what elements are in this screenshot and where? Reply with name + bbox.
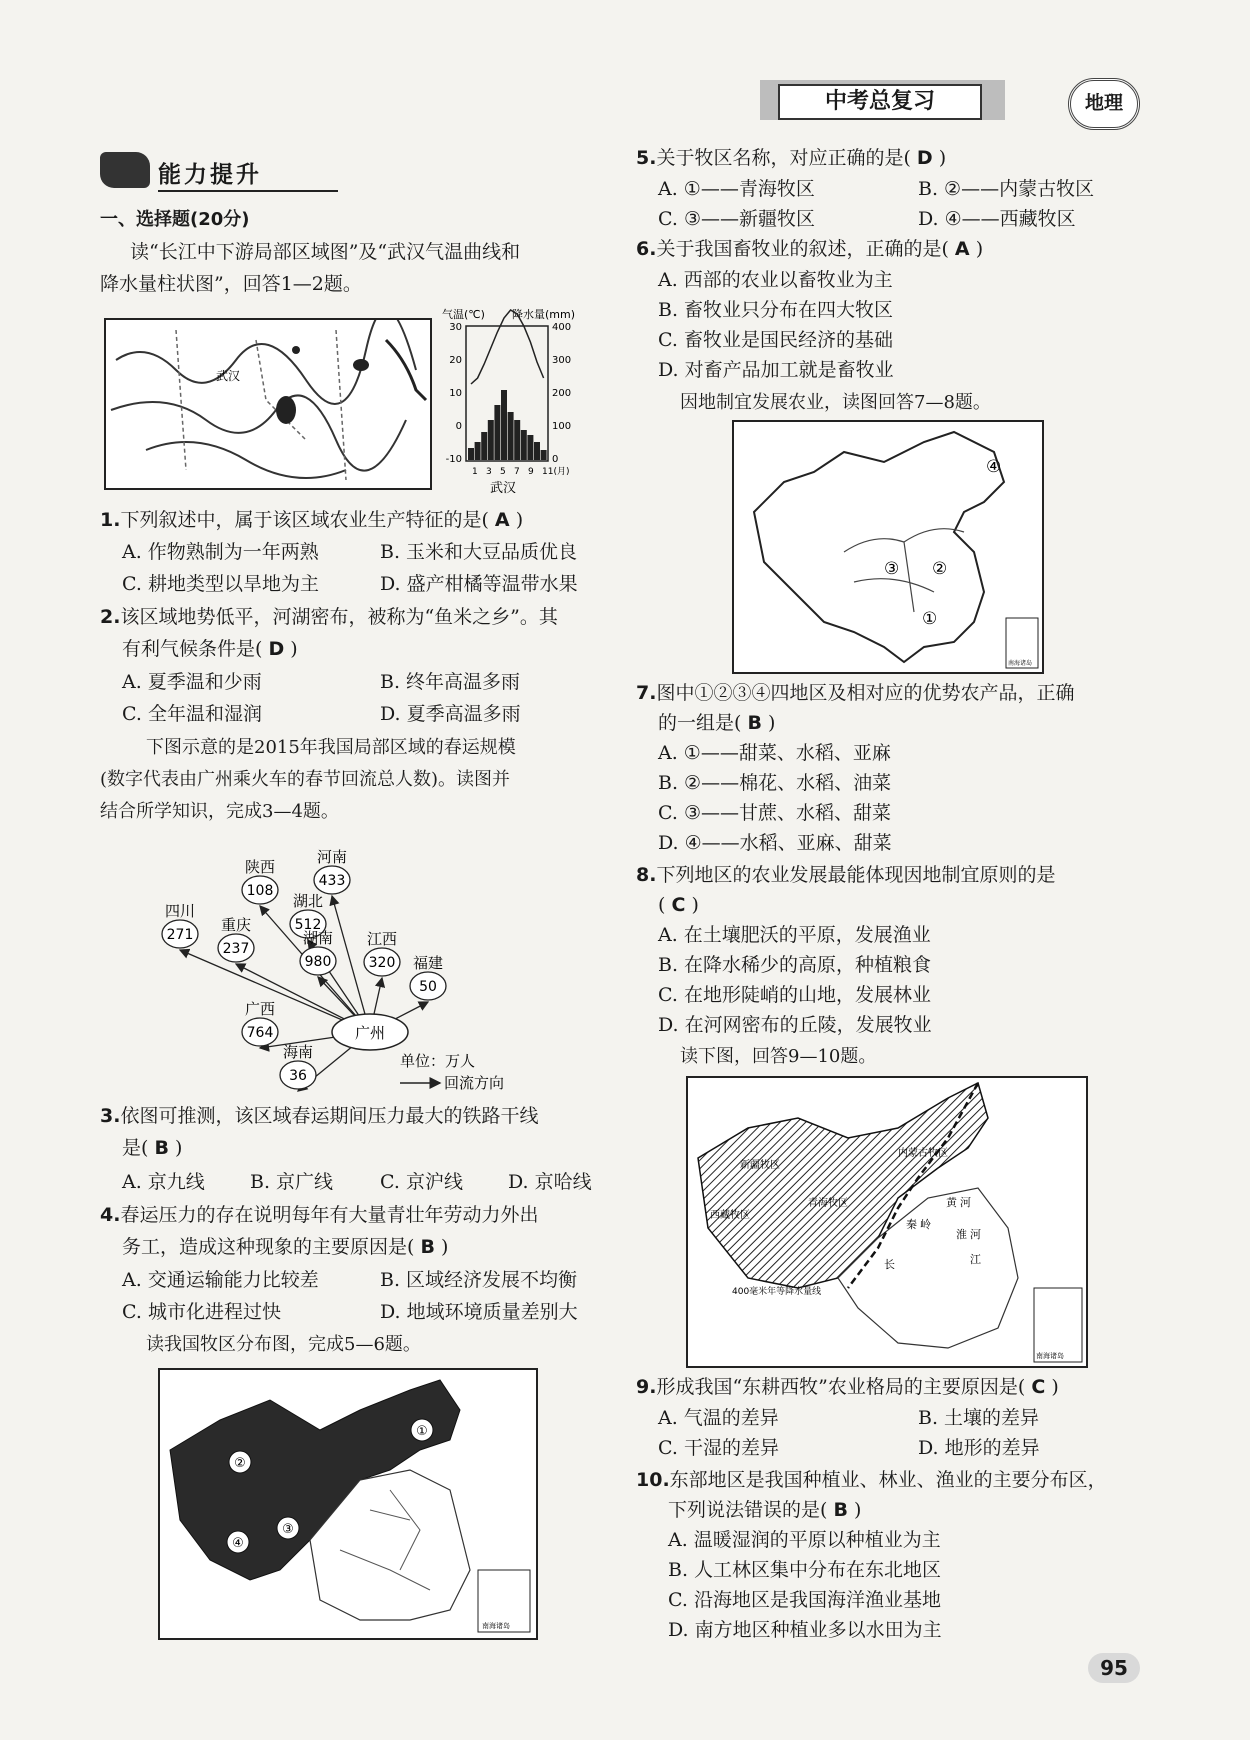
- pasture-inset-label: 南海诸岛: [482, 1622, 510, 1630]
- agricultural-region-map: [732, 420, 1044, 674]
- province-name: 陕西: [244, 858, 276, 876]
- province-name: 四川: [164, 902, 196, 920]
- province-value: 237: [222, 941, 250, 957]
- section-title-text: 能力提升: [158, 162, 262, 188]
- region-label-3: ③: [884, 559, 900, 579]
- q1-option-d: D. 盛产柑橘等温带水果: [380, 573, 578, 595]
- province-value: 108: [246, 883, 274, 899]
- precip-bar: [475, 442, 481, 460]
- intro2-line1: 下图示意的是2015年我国局部区域的春运规模: [146, 737, 516, 758]
- province-value: 36: [289, 1068, 307, 1084]
- agri-label-huai: 淮: [956, 1228, 967, 1241]
- yangtze-map-svg: [106, 320, 430, 488]
- q9-option-b: B. 土壤的差异: [918, 1407, 1040, 1429]
- section-underline: [158, 190, 338, 192]
- precip-bar: [541, 450, 547, 460]
- precip-tick: 300: [552, 355, 572, 366]
- q4-option-c: C. 城市化进程过快: [122, 1301, 281, 1323]
- precip-line-label: 400毫米年等降水量线: [732, 1287, 822, 1297]
- q7-answer: B: [747, 712, 762, 734]
- q5-option-d: D. ④——西藏牧区: [918, 208, 1076, 230]
- q7-option-a: A. ①——甜菜、水稻、亚麻: [658, 742, 891, 764]
- precip-bar: [508, 412, 514, 460]
- agri-label-jiang: 江: [970, 1253, 981, 1266]
- q1-option-a: A. 作物熟制为一年两熟: [122, 541, 319, 563]
- q3-answer: B: [154, 1137, 169, 1159]
- province-name: 广西: [244, 1000, 276, 1018]
- agri-map-svg: [688, 1078, 1086, 1366]
- q6-option-b: B. 畜牧业只分布在四大牧区: [658, 299, 894, 321]
- precip-tick: 0: [552, 454, 559, 465]
- intro5: 读下图，回答9—10题。: [680, 1046, 877, 1067]
- q4-option-d: D. 地域环境质量差别大: [380, 1301, 578, 1323]
- agri-label-huang: 黄: [946, 1196, 957, 1209]
- precip-bar: [527, 435, 533, 460]
- province-value: 320: [368, 955, 396, 971]
- q4-option-b: B. 区域经济发展不均衡: [380, 1269, 578, 1291]
- q3-stem-line1: 3.依图可推测，该区域春运期间压力最大的铁路干线: [100, 1105, 539, 1127]
- q10-option-c: C. 沿海地区是我国海洋渔业基地: [668, 1589, 941, 1611]
- q9-option-a: A. 气温的差异: [658, 1407, 779, 1429]
- q8-stem-line2: ( C ): [658, 894, 699, 916]
- q10-stem-line1: 10.东部地区是我国种植业、林业、渔业的主要分布区，: [636, 1469, 1107, 1491]
- pasture-map: [158, 1368, 538, 1640]
- subject-badge: 地理: [1068, 78, 1140, 130]
- month-tick: 7: [514, 467, 520, 477]
- month-tick: 11(月): [542, 467, 570, 477]
- q4-stem-line2: 务工，造成这种现象的主要原因是( B ): [122, 1236, 449, 1258]
- migration-svg: [160, 828, 580, 1098]
- page-number: 95: [1088, 1653, 1140, 1683]
- pasture-label-2: ②: [234, 1456, 246, 1471]
- region-inset-label: 南海诸岛: [1008, 660, 1033, 667]
- agri-label-qin: 秦: [906, 1218, 917, 1231]
- q9-stem: 9.形成我国“东耕西牧”农业格局的主要原因是( C ): [636, 1376, 1059, 1398]
- q3-option-b: B. 京广线: [250, 1171, 334, 1193]
- q6-stem: 6.关于我国畜牧业的叙述，正确的是( A ): [636, 238, 984, 260]
- section-heading: [100, 150, 340, 192]
- q2-option-b: B. 终年高温多雨: [380, 671, 521, 693]
- q4-option-a: A. 交通运输能力比较差: [122, 1269, 319, 1291]
- province-value: 433: [318, 873, 346, 889]
- pasture-label-1: ①: [416, 1424, 428, 1439]
- intro4: 因地制宜发展农业，读图回答7—8题。: [680, 392, 991, 413]
- header-title: 中考总复习: [778, 84, 982, 120]
- temperature-curve: [471, 310, 544, 384]
- yangtze-region-map: [104, 318, 432, 490]
- q2-option-d: D. 夏季高温多雨: [380, 703, 521, 725]
- province-name: 海南: [282, 1043, 314, 1061]
- region-label-2: ②: [932, 559, 948, 579]
- q3-stem-line2: 是( B ): [122, 1137, 183, 1159]
- q7-stem-line2: 的一组是( B ): [658, 712, 776, 734]
- east-farm-west-pasture-map: [686, 1076, 1088, 1368]
- q6-option-a: A. 西部的农业以畜牧业为主: [658, 269, 893, 291]
- q10-option-a: A. 温暖湿润的平原以种植业为主: [668, 1529, 941, 1551]
- agri-label-xizang: 西藏牧区: [710, 1210, 750, 1221]
- q6-answer: A: [954, 238, 970, 260]
- month-tick: 1: [472, 467, 478, 477]
- q4-answer: B: [420, 1236, 435, 1258]
- migration-diagram: [160, 828, 580, 1098]
- q9-option-d: D. 地形的差异: [918, 1437, 1040, 1459]
- wuhan-map-label: 武汉: [216, 369, 241, 383]
- book-icon: [100, 152, 150, 188]
- intro2-line3: 结合所学知识，完成3—4题。: [100, 801, 339, 822]
- province-value: 271: [166, 927, 194, 943]
- precip-bar: [481, 432, 487, 460]
- precip-axis-label: 降水量(mm): [512, 308, 576, 321]
- pasture-map-svg: [160, 1370, 536, 1638]
- temp-tick: -10: [445, 454, 462, 465]
- q1-answer: A: [494, 509, 510, 531]
- q6-option-c: C. 畜牧业是国民经济的基础: [658, 329, 893, 351]
- province-name: 重庆: [220, 916, 252, 934]
- region-label-1: ①: [922, 609, 938, 629]
- agri-label-qinghai: 青海牧区: [808, 1198, 848, 1209]
- q8-option-b: B. 在降水稀少的高原，种植粮食: [658, 954, 932, 976]
- agri-label-xinjiang: 新疆牧区: [740, 1160, 780, 1171]
- q3-option-a: A. 京九线: [122, 1171, 205, 1193]
- province-value: 512: [294, 917, 322, 933]
- province-value: 764: [246, 1025, 274, 1041]
- q8-option-d: D. 在河网密布的丘陵，发展牧业: [658, 1014, 932, 1036]
- q7-stem-line1: 7.图中①②③④四地区及相对应的优势农产品，正确: [636, 682, 1075, 704]
- agri-label-neimenggu: 内蒙古牧区: [898, 1148, 948, 1159]
- precip-bar: [514, 420, 520, 460]
- precip-tick: 200: [552, 388, 572, 399]
- province-value: 980: [304, 954, 332, 970]
- intro2-line2: (数字代表由广州乘火车的春节回流总人数)。读图并: [100, 769, 511, 790]
- precip-bar: [494, 405, 500, 460]
- pasture-label-4: ④: [232, 1536, 244, 1551]
- q8-stem-line1: 8.下列地区的农业发展最能体现因地制宜原则的是: [636, 864, 1056, 886]
- q6-option-d: D. 对畜产品加工就是畜牧业: [658, 359, 894, 381]
- intro3: 读我国牧区分布图，完成5—6题。: [146, 1334, 421, 1355]
- q3-option-d: D. 京哈线: [508, 1171, 592, 1193]
- q7-option-d: D. ④——水稻、亚麻、甜菜: [658, 832, 892, 854]
- temp-tick: 10: [449, 388, 462, 399]
- agri-label-he1: 河: [960, 1196, 971, 1209]
- intro1-line1: 读“长江中下游局部区域图”及“武汉气温曲线和: [130, 241, 521, 263]
- precip-bar: [534, 442, 540, 460]
- climate-city-label: 武汉: [490, 481, 517, 496]
- temp-tick: 20: [449, 355, 462, 366]
- q1-option-c: C. 耕地类型以旱地为主: [122, 573, 319, 595]
- legend-label: 回流方向: [444, 1074, 505, 1092]
- q8-option-c: C. 在地形陡峭的山地，发展林业: [658, 984, 931, 1006]
- month-tick: 9: [528, 467, 534, 477]
- unit-label: 单位：万人: [400, 1052, 476, 1070]
- province-name: 江西: [366, 930, 398, 948]
- temp-axis-label: 气温(℃): [442, 308, 485, 321]
- q5-option-b: B. ②——内蒙古牧区: [918, 178, 1095, 200]
- precip-tick: 400: [552, 322, 572, 333]
- climate-chart-svg: [438, 306, 588, 496]
- province-name: 湖南: [302, 929, 334, 947]
- precip-bar: [501, 390, 507, 460]
- pasture-label-3: ③: [282, 1522, 294, 1537]
- q5-stem: 5.关于牧区名称，对应正确的是( D ): [636, 147, 947, 169]
- province-name: 湖北: [292, 892, 324, 910]
- q9-option-c: C. 干湿的差异: [658, 1437, 779, 1459]
- q5-option-c: C. ③——新疆牧区: [658, 208, 815, 230]
- q8-option-a: A. 在土壤肥沃的平原，发展渔业: [658, 924, 931, 946]
- intro1-line2: 降水量柱状图”，回答1—2题。: [100, 273, 362, 295]
- region-map-svg: [734, 422, 1042, 672]
- month-tick: 3: [486, 467, 492, 477]
- q7-option-b: B. ②——棉花、水稻、油菜: [658, 772, 892, 794]
- province-value: 50: [419, 979, 437, 995]
- q2-option-c: C. 全年温和湿润: [122, 703, 262, 725]
- agri-inset-label: 南海诸岛: [1036, 1352, 1064, 1360]
- q3-option-c: C. 京沪线: [380, 1171, 463, 1193]
- agri-label-he2: 河: [970, 1228, 981, 1241]
- province-name: 河南: [316, 848, 348, 866]
- q1-option-b: B. 玉米和大豆品质优良: [380, 541, 578, 563]
- q7-option-c: C. ③——甘蔗、水稻、甜菜: [658, 802, 891, 824]
- q10-option-b: B. 人工林区集中分布在东北地区: [668, 1559, 942, 1581]
- agri-label-ling: 岭: [920, 1218, 931, 1231]
- climate-chart: [438, 306, 588, 496]
- month-tick: 5: [500, 467, 506, 477]
- agri-label-chang: 长: [884, 1258, 895, 1271]
- precip-bar: [468, 448, 474, 460]
- precip-bar: [521, 430, 527, 460]
- q10-answer: B: [833, 1499, 848, 1521]
- province-name: 福建: [412, 954, 444, 972]
- q9-answer: C: [1031, 1376, 1046, 1398]
- q1-stem: 1.下列叙述中，属于该区域农业生产特征的是( A ): [100, 509, 524, 531]
- q2-option-a: A. 夏季温和少雨: [122, 671, 262, 693]
- q5-answer: D: [916, 147, 933, 169]
- temp-tick: 0: [455, 421, 462, 432]
- guangzhou-label: 广州: [354, 1024, 386, 1042]
- q10-option-d: D. 南方地区种植业多以水田为主: [668, 1619, 942, 1641]
- q5-option-a: A. ①——青海牧区: [658, 178, 815, 200]
- region-label-4: ④: [986, 457, 1002, 477]
- q2-stem-line1: 2.该区域地势低平，河湖密布，被称为“鱼米之乡”。其: [100, 606, 558, 628]
- q2-answer: D: [268, 638, 285, 660]
- q4-stem-line1: 4.春运压力的存在说明每年有大量青壮年劳动力外出: [100, 1204, 539, 1226]
- precip-bar: [488, 420, 494, 460]
- precip-tick: 100: [552, 421, 572, 432]
- q10-stem-line2: 下列说法错误的是( B ): [668, 1499, 862, 1521]
- temp-tick: 30: [449, 322, 462, 333]
- q8-answer: C: [671, 894, 686, 916]
- q2-stem-line2: 有利气候条件是( D ): [122, 638, 298, 660]
- part-heading: 一、选择题(20分): [100, 209, 250, 230]
